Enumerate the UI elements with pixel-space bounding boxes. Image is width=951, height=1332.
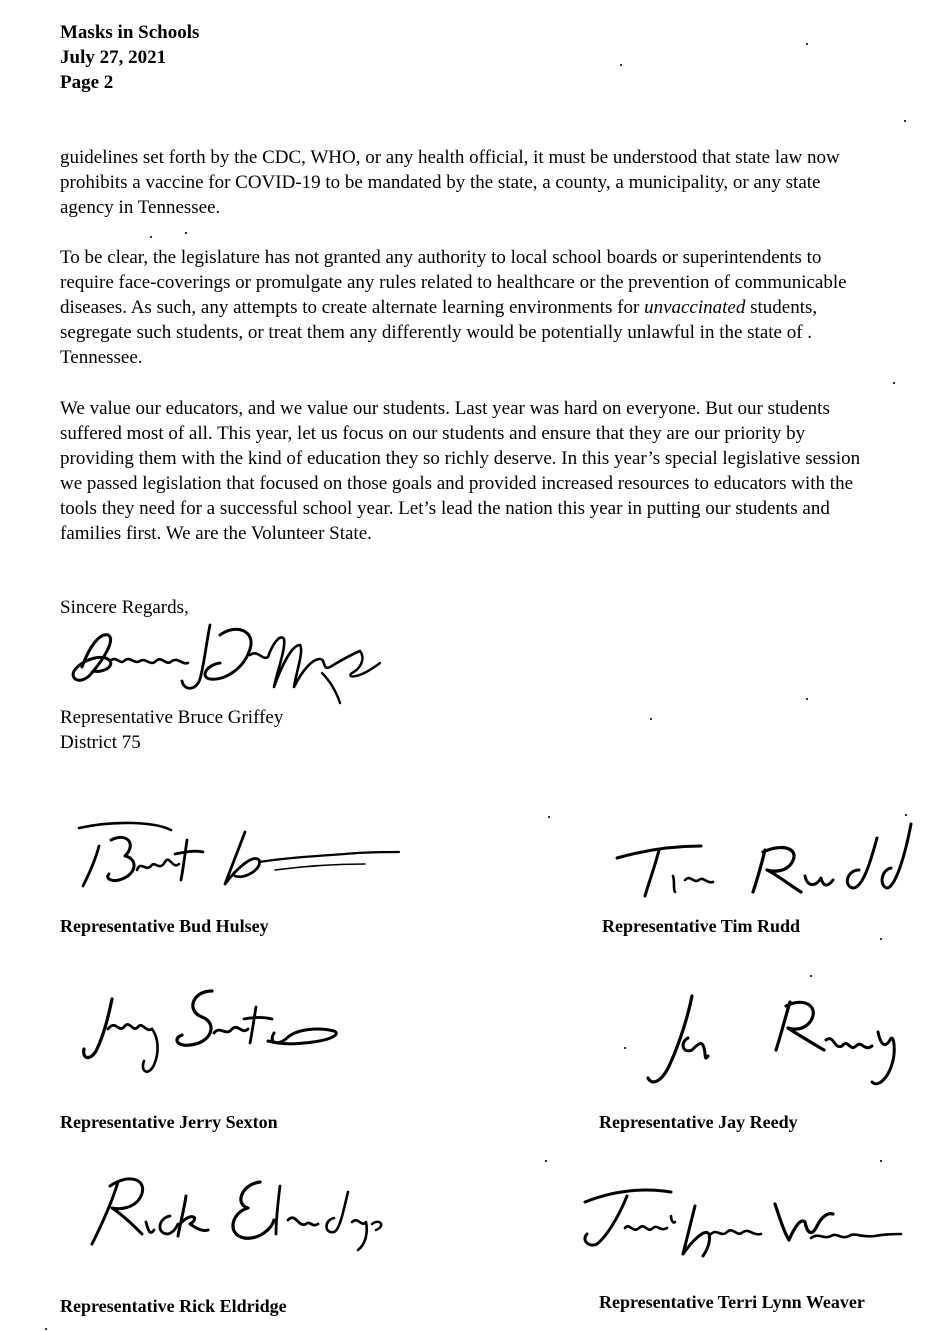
paragraph-line-segment: diseases. As such, any attempts to create alternate learning environments for <box>60 297 645 318</box>
scan-speck <box>620 64 622 66</box>
paragraph-line-segment: students, <box>745 297 818 318</box>
paragraph-1 <box>60 145 951 220</box>
scan-speck <box>45 1328 47 1330</box>
signature-jerry-sexton <box>78 985 348 1080</box>
paragraph-line: prohibits a vaccine for COVID-19 to be mandated by the state, a county, a municipality, or any state <box>60 172 821 193</box>
signer-name: Representative Jerry Sexton <box>60 1112 278 1132</box>
paragraph-2 <box>60 245 951 370</box>
scan-speck <box>185 232 187 234</box>
scan-speck <box>880 1160 882 1162</box>
scan-speck <box>545 1160 547 1162</box>
header-page: Page 2 <box>60 72 114 93</box>
paragraph-line: Tennessee. <box>60 347 143 368</box>
lead-signer-district: District 75 <box>60 732 141 753</box>
scan-speck <box>150 236 152 238</box>
document-header <box>60 20 199 95</box>
paragraph-line: families first. We are the Volunteer State. <box>60 523 372 544</box>
scan-speck <box>806 43 808 45</box>
scan-speck <box>893 382 895 384</box>
paragraph-line <box>60 295 951 320</box>
signer-name: Representative Jay Reedy <box>599 1112 798 1132</box>
scan-speck <box>810 975 812 977</box>
closing: Sincere Regards, <box>60 597 189 618</box>
signature-bruce-griffey <box>60 615 390 710</box>
signer-name: Representative Bud Hulsey <box>60 916 269 936</box>
scan-speck <box>880 938 882 940</box>
paragraph-line: We value our educators, and we value our students. Last year was hard on everyone. But our students <box>60 398 830 419</box>
scan-speck <box>624 1047 626 1049</box>
scan-speck <box>904 120 906 122</box>
signature-terri-lynn-weaver <box>575 1182 905 1267</box>
paragraph-line: segregate such students, or treat them any differently would be potentially unlawful in the state of . <box>60 322 813 343</box>
paragraph-3 <box>60 396 951 546</box>
scan-speck <box>806 698 808 700</box>
signer-name: Representative Tim Rudd <box>602 916 801 936</box>
header-title: Masks in Schools <box>60 22 200 43</box>
paragraph-line: require face-coverings or promulgate any rules related to healthcare or the prevention of communicable <box>60 272 847 293</box>
paragraph-line: guidelines set forth by the CDC, WHO, or any health official, it must be understood that state law now <box>60 147 840 168</box>
signature-tim-rudd <box>615 820 915 900</box>
paragraph-line: suffered most of all. This year, let us focus on our students and ensure that they are our priority by <box>60 423 806 444</box>
scan-speck <box>905 814 907 816</box>
lead-signer-name: Representative Bruce Griffey <box>60 707 284 728</box>
paragraph-line: To be clear, the legislature has not granted any authority to local school boards or superintendents to <box>60 247 822 268</box>
header-date: July 27, 2021 <box>60 47 167 68</box>
scan-speck <box>548 816 550 818</box>
signature-bud-hulsey <box>75 818 405 893</box>
signer-name: Representative Terri Lynn Weaver <box>599 1292 865 1312</box>
paragraph-line: we passed legislation that focused on those goals and provided increased resources to educators with the <box>60 473 854 494</box>
signature-rick-eldridge <box>80 1168 390 1258</box>
emphasized-word: unvaccinated <box>644 297 746 318</box>
paragraph-line: tools they need for a successful school year. Let’s lead the nation this year in putting our students and <box>60 498 830 519</box>
paragraph-line: agency in Tennessee. <box>60 197 221 218</box>
signature-jay-reedy <box>640 992 910 1092</box>
paragraph-line: providing them with the kind of education they so richly deserve. In this year’s special legislative session <box>60 448 861 469</box>
scan-speck <box>650 718 652 720</box>
signer-name: Representative Rick Eldridge <box>60 1296 287 1316</box>
